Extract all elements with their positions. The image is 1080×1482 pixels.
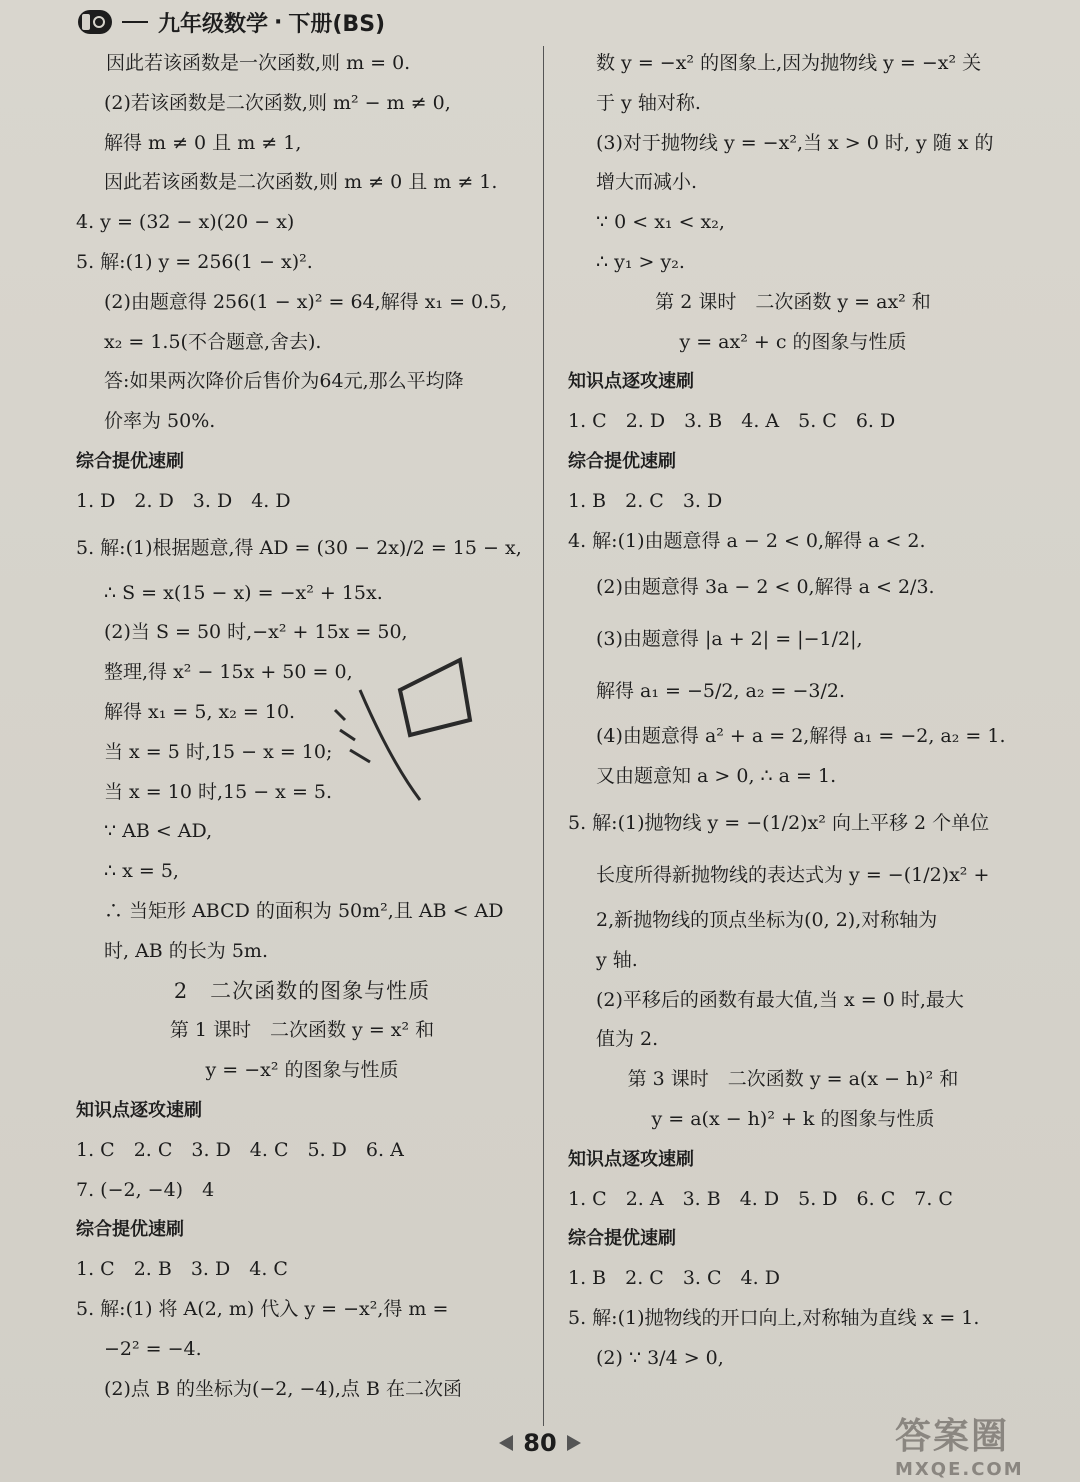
answer-line: 1. D 2. D 3. D 4. D <box>76 489 291 512</box>
answer-line: 1. C 2. C 3. D 4. C 5. D 6. A <box>76 1138 404 1161</box>
handwritten-doodle <box>330 650 480 810</box>
page-number-text: 80 <box>523 1429 557 1457</box>
text-line: 5. 解:(1) 将 A(2, m) 代入 y = −x²,得 m = <box>76 1297 449 1320</box>
text-line: 值为 2. <box>596 1028 659 1051</box>
section-heading: 综合提优速刷 <box>76 1219 184 1241</box>
right-column <box>568 44 1018 1379</box>
text-line: ∵ AB < AD, <box>104 820 213 843</box>
answer-line: 1. C 2. B 3. D 4. C <box>76 1258 288 1281</box>
chapter-heading: 2 二次函数的图象与性质 <box>173 978 431 1003</box>
header-dot: · <box>274 9 283 35</box>
next-arrow-icon <box>567 1435 581 1451</box>
text-line: ∴ S = x(15 − x) = −x² + 15x. <box>104 581 383 604</box>
text-line: 2,新抛物线的顶点坐标为(0, 2),对称轴为 <box>596 908 938 931</box>
section-heading: 综合提优速刷 <box>76 450 184 472</box>
lesson-heading: y = −x² 的图象与性质 <box>205 1059 399 1082</box>
text-line: 4. 解:(1)由题意得 a − 2 < 0,解得 a < 2. <box>568 529 926 552</box>
lesson-heading: y = ax² + c 的图象与性质 <box>679 330 907 353</box>
text-line: 因此若该函数是二次函数,则 m ≠ 0 且 m ≠ 1. <box>104 171 498 194</box>
text-line: 5. 解:(1)根据题意,得 AD = (30 − 2x)/2 = 15 − x, <box>76 536 522 559</box>
text-line: (3)对于抛物线 y = −x²,当 x > 0 时, y 随 x 的 <box>596 131 994 154</box>
text-line: 解得 x₁ = 5, x₂ = 10. <box>104 700 296 723</box>
text-line: (2) ∵ 3/4 > 0, <box>596 1346 724 1369</box>
text-line: (2)由题意得 3a − 2 < 0,解得 a < 2/3. <box>596 576 935 599</box>
prev-arrow-icon <box>499 1435 513 1451</box>
text-line: (2)由题意得 256(1 − x)² = 64,解得 x₁ = 0.5, <box>104 290 508 313</box>
text-line: 整理,得 x² − 15x + 50 = 0, <box>104 661 353 684</box>
lesson-heading: y = a(x − h)² + k 的图象与性质 <box>651 1107 935 1130</box>
section-heading: 知识点逐攻速刷 <box>568 371 694 393</box>
section-heading: 知识点逐攻速刷 <box>76 1099 202 1121</box>
lesson-heading: 第 3 课时 二次函数 y = a(x − h)² 和 <box>627 1068 959 1091</box>
text-line: 5. 解:(1)抛物线 y = −(1/2)x² 向上平移 2 个单位 <box>568 811 990 834</box>
text-line: ∵ 0 < x₁ < x₂, <box>596 211 725 234</box>
answer-line: 7. (−2, −4) 4 <box>76 1178 215 1201</box>
watermark-logo-text: 答案圈 <box>895 1416 1010 1457</box>
column-divider <box>543 46 544 1426</box>
page-number <box>490 1428 590 1458</box>
text-line: (2)点 B 的坐标为(−2, −4),点 B 在二次函 <box>104 1377 462 1400</box>
text-line: 5. 解:(1) y = 256(1 − x)². <box>76 250 313 273</box>
section-heading: 知识点逐攻速刷 <box>568 1148 694 1170</box>
watermark-url: MXQE.COM <box>895 1459 1024 1480</box>
header-dash <box>122 21 148 23</box>
page-header <box>78 6 385 38</box>
header-title: 九年级数学 <box>158 11 269 37</box>
text-line: 价率为 50%. <box>104 410 216 433</box>
text-line: 时, AB 的长为 5m. <box>104 939 268 962</box>
answer-line: 1. B 2. C 3. D <box>568 489 723 512</box>
text-line: 增大而减小. <box>596 171 698 194</box>
text-line: 解得 m ≠ 0 且 m ≠ 1, <box>104 131 302 154</box>
text-line: 于 y 轴对称. <box>596 91 701 114</box>
text-line: 当 x = 5 时,15 − x = 10; <box>104 740 333 763</box>
text-line: 又由题意知 a > 0, ∴ a = 1. <box>596 765 837 788</box>
book-logo-icon <box>78 10 112 34</box>
text-line: (2)若该函数是二次函数,则 m² − m ≠ 0, <box>104 91 451 114</box>
text-line: (2)当 S = 50 时,−x² + 15x = 50, <box>104 621 408 644</box>
text-line: 长度所得新抛物线的表达式为 y = −(1/2)x² + <box>596 863 990 886</box>
text-line: 当 x = 10 时,15 − x = 5. <box>104 780 333 803</box>
answer-line: 1. C 2. A 3. B 4. D 5. D 6. C 7. C <box>568 1187 953 1210</box>
site-watermark <box>895 1408 1075 1478</box>
text-line: 解得 a₁ = −5/2, a₂ = −3/2. <box>596 680 846 703</box>
text-line: (3)由题意得 |a + 2| = |−1/2|, <box>596 628 863 651</box>
text-line: (2)平移后的函数有最大值,当 x = 0 时,最大 <box>596 988 964 1011</box>
lesson-heading: 第 1 课时 二次函数 y = x² 和 <box>169 1019 435 1042</box>
text-line: (4)由题意得 a² + a = 2,解得 a₁ = −2, a₂ = 1. <box>596 725 1006 748</box>
answer-line: 1. C 2. D 3. B 4. A 5. C 6. D <box>568 410 896 433</box>
answer-line: 1. B 2. C 3. C 4. D <box>568 1267 780 1290</box>
text-line: x₂ = 1.5(不合题意,舍去). <box>104 330 322 353</box>
text-line: 答:如果两次降价后售价为64元,那么平均降 <box>104 370 464 393</box>
text-line: 因此若该函数是一次函数,则 m = 0. <box>106 52 411 74</box>
text-line: −2² = −4. <box>104 1337 202 1360</box>
text-line: ∴ y₁ > y₂. <box>596 250 685 273</box>
lesson-heading: 第 2 课时 二次函数 y = ax² 和 <box>655 290 931 313</box>
section-heading: 综合提优速刷 <box>568 450 676 472</box>
text-line: 5. 解:(1)抛物线的开口向上,对称轴为直线 x = 1. <box>568 1306 980 1329</box>
text-line: 4. y = (32 − x)(20 − x) <box>76 211 295 234</box>
section-heading: 综合提优速刷 <box>568 1228 676 1250</box>
header-sub: 下册(BS) <box>288 11 386 37</box>
text-line: 数 y = −x² 的图象上,因为抛物线 y = −x² 关 <box>596 52 982 74</box>
text-line: ∴ x = 5, <box>104 860 179 883</box>
text-line: y 轴. <box>596 948 638 971</box>
text-line: ∴ 当矩形 ABCD 的面积为 50m²,且 AB < AD <box>104 899 504 922</box>
